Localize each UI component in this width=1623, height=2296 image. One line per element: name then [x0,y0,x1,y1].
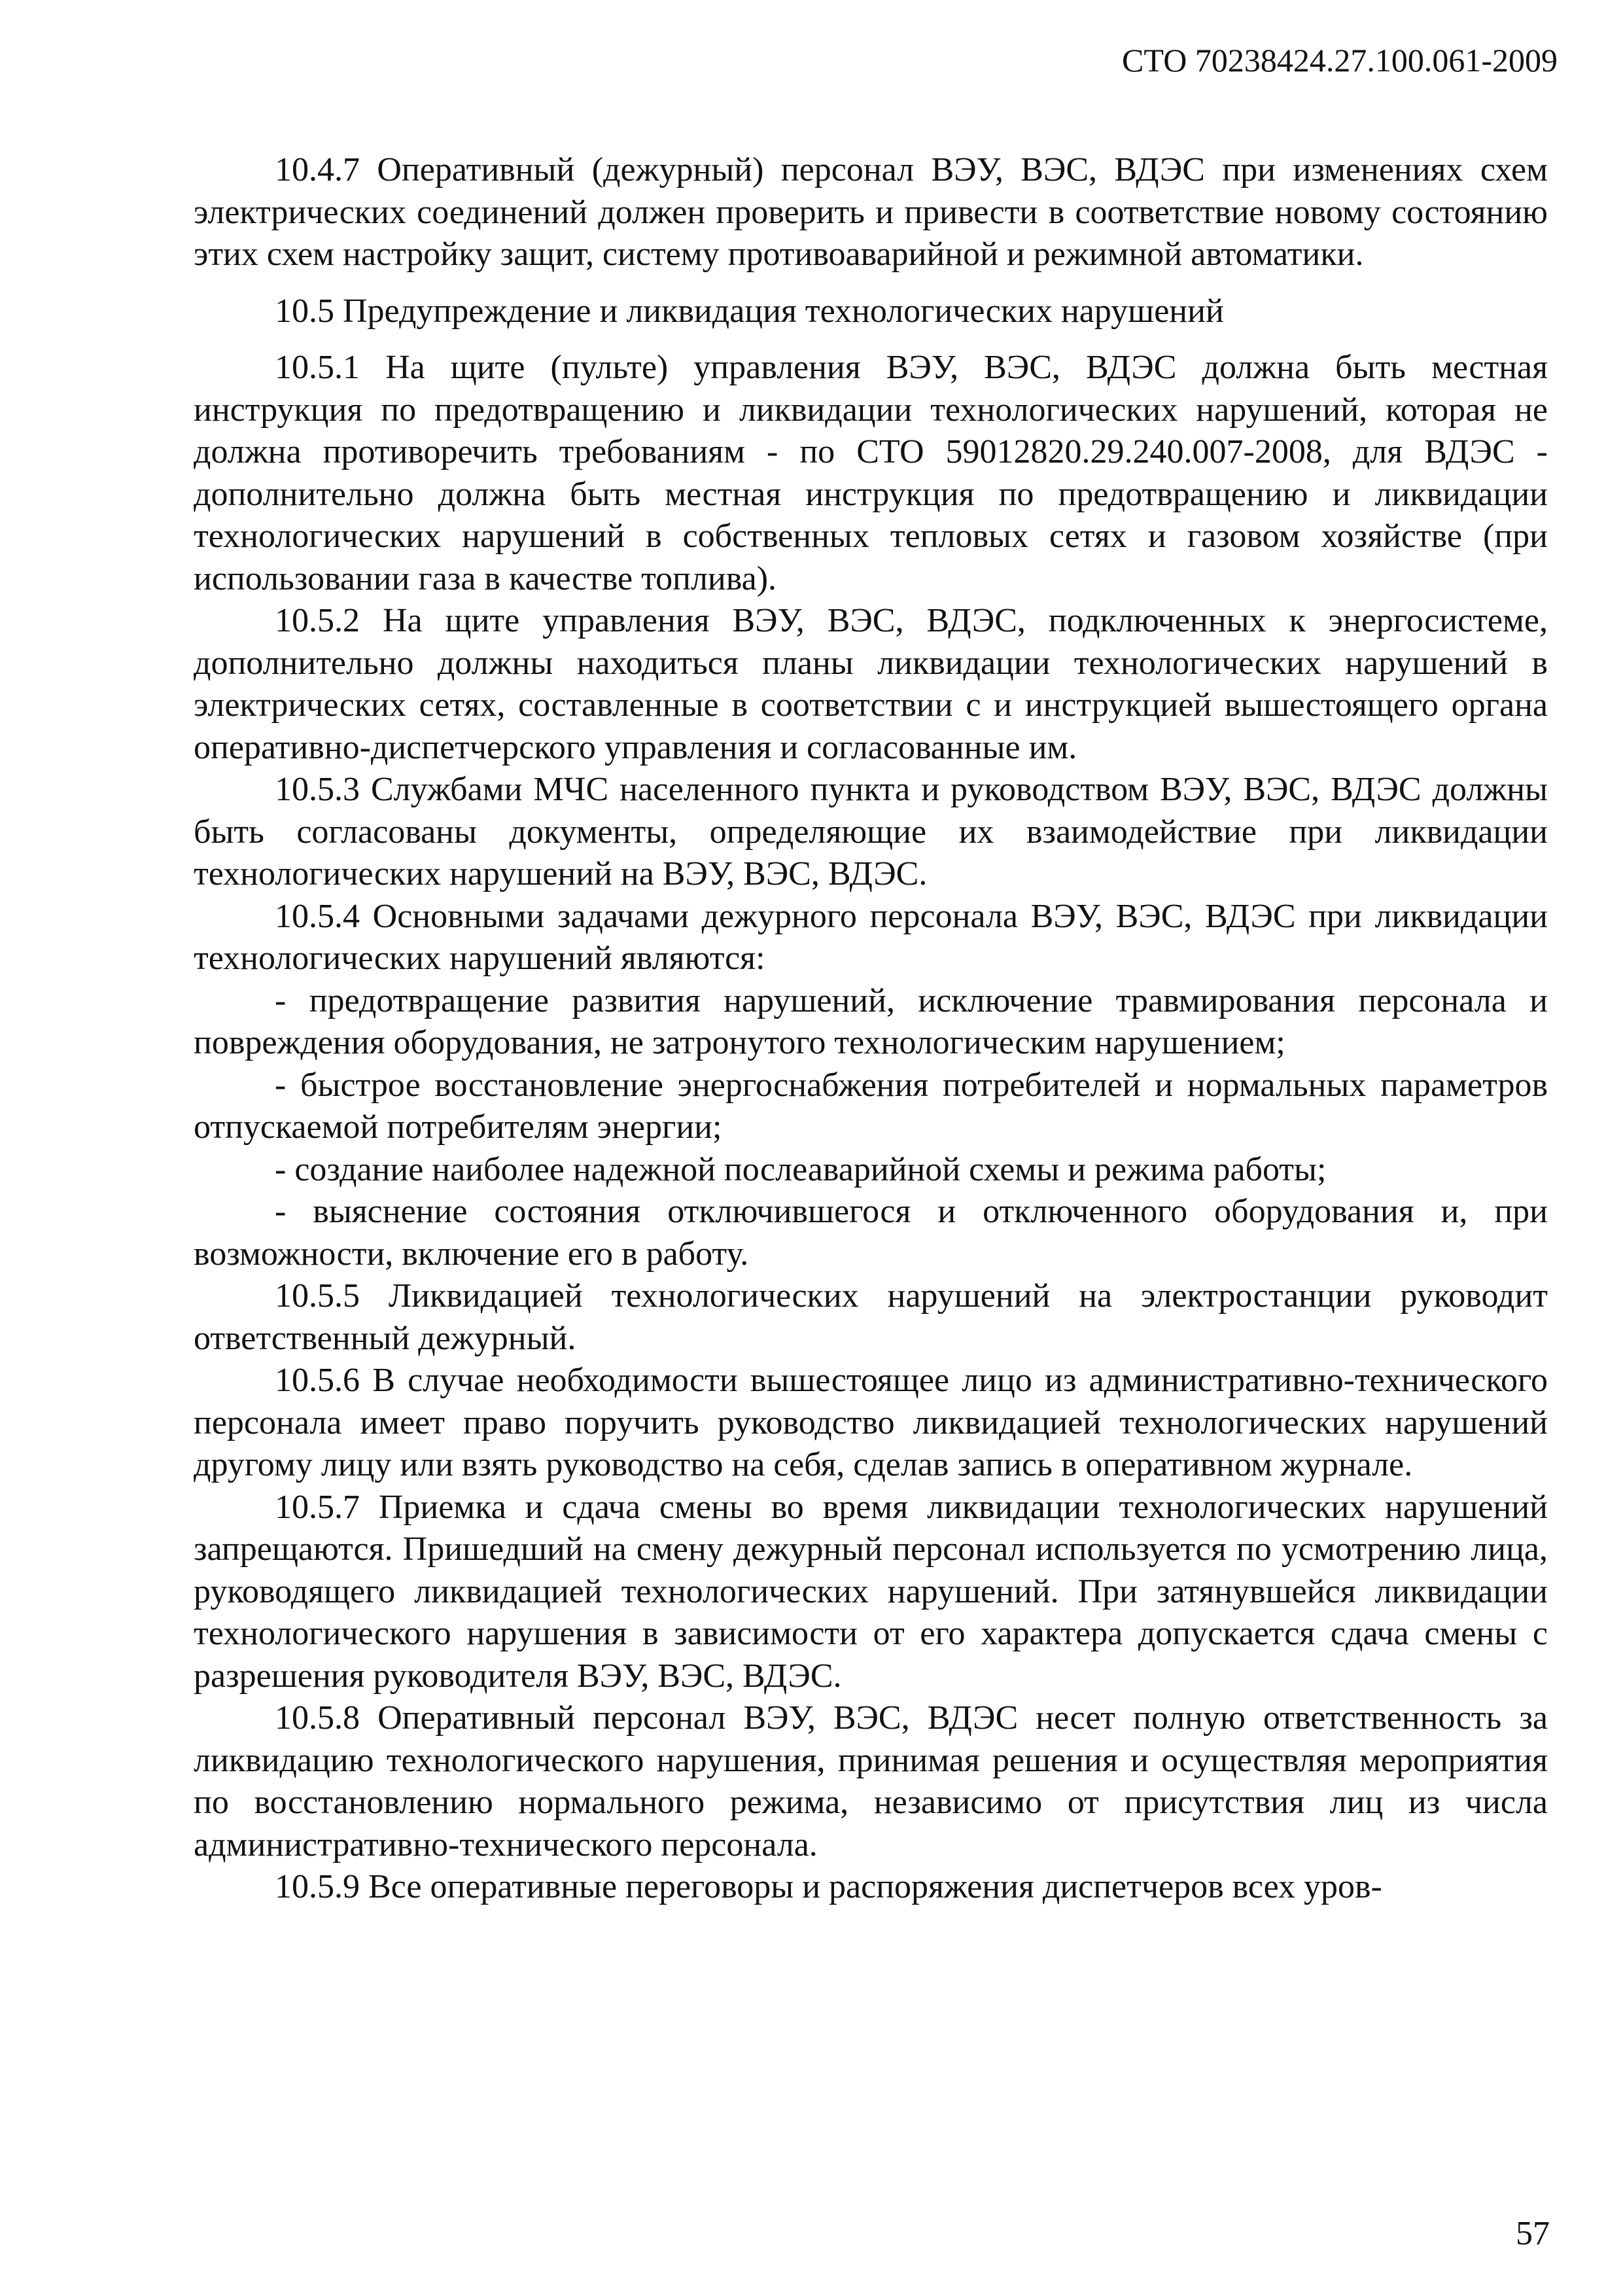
paragraph-10-5-6: 10.5.6 В случае необходимости вышестоящее лицо из административно-технического персонала имеет право поручить руководство ликвидацией технологических нарушений другому лицу или взять руководство на себя, сделав запись в оперативном журнале. [194,1362,1548,1483]
paragraph-10-5-4: 10.5.4 Основными задачами дежурного персонала ВЭУ, ВЭС, ВДЭС при ликвидации технологических нарушений являются: [194,897,1548,977]
list-item: - предотвращение развития нарушений, исключение травмирования персонала и повреждения оборудования, не затронутого технологическим нарушением; [194,981,1548,1061]
section-heading-10-5: 10.5 Предупреждение и ликвидация технологических нарушений [275,292,1224,330]
paragraph-10-5-2: 10.5.2 На щите управления ВЭУ, ВЭС, ВДЭС, подключенных к энергосистеме, дополнительно должны находиться планы ликвидации технологических нарушений в электрических сетях, составленные в соответствии с и инструкцией вышестоящего органа оперативно-диспетчерского управления и согласованные им. [194,602,1548,766]
document-code-header: СТО 70238424.27.100.061-2009 [1122,42,1558,79]
list-item: - быстрое восстановление энергоснабжения потребителей и нормальных параметров отпускаемой потребителям энергии; [194,1066,1548,1146]
paragraph-10-5-5: 10.5.5 Ликвидацией технологических нарушений на электростанции руководит ответственный дежурный. [194,1277,1548,1357]
paragraph-10-5-9: 10.5.9 Все оперативные переговоры и распоряжения диспетчеров всех уров- [275,1868,1382,1905]
paragraph-10-5-7: 10.5.7 Приемка и сдача смены во время ликвидации технологических нарушений запрещаются. Пришедший на смену дежурный персонал используется по усмотрению лица, руководящего ликвидацией технологических нарушений. При затянувшейся ликвидации технологического нарушения в зависимости от его характера допускается сдача смены с разрешения руководителя ВЭУ, ВЭС, ВДЭС. [194,1488,1548,1695]
list-item: - выяснение состояния отключившегося и отключенного оборудования и, при возможности, включение его в работу. [194,1193,1548,1273]
document-body [194,149,1548,1909]
paragraph-10-5-3: 10.5.3 Службами МЧС населенного пункта и руководством ВЭУ, ВЭС, ВДЭС должны быть согласованы документы, определяющие их взаимодействие при ликвидации технологических нарушений на ВЭУ, ВЭС, ВДЭС. [194,771,1548,892]
paragraph-10-5-1: 10.5.1 На щите (пульте) управления ВЭУ, ВЭС, ВДЭС должна быть местная инструкция по предотвращению и ликвидации технологических нарушений, которая не должна противоречить требованиям - по СТО 59012820.29.240.007-2008, для ВДЭС - дополнительно должна быть местная инструкция по предотвращению и ликвидации технологических нарушений в собственных тепловых сетях и газовом хозяйстве (при использовании газа в качестве топлива). [194,349,1548,597]
paragraph-10-4-7: 10.4.7 Оперативный (дежурный) персонал ВЭУ, ВЭС, ВДЭС при изменениях схем электрических соединений должен проверить и привести в соответствие новому состоянию этих схем настройку защит, систему противоаварийной и режимной автоматики. [194,151,1548,273]
page-number: 57 [1516,2215,1550,2252]
paragraph-10-5-8: 10.5.8 Оперативный персонал ВЭУ, ВЭС, ВДЭС несет полную ответственность за ликвидацию технологического нарушения, принимая решения и осуществляя мероприятия по восстановлению нормального режима, независимо от присутствия лиц из числа административно-технического персонала. [194,1699,1548,1863]
list-item: - создание наиболее надежной послеаварийной схемы и режима работы; [275,1150,1327,1188]
